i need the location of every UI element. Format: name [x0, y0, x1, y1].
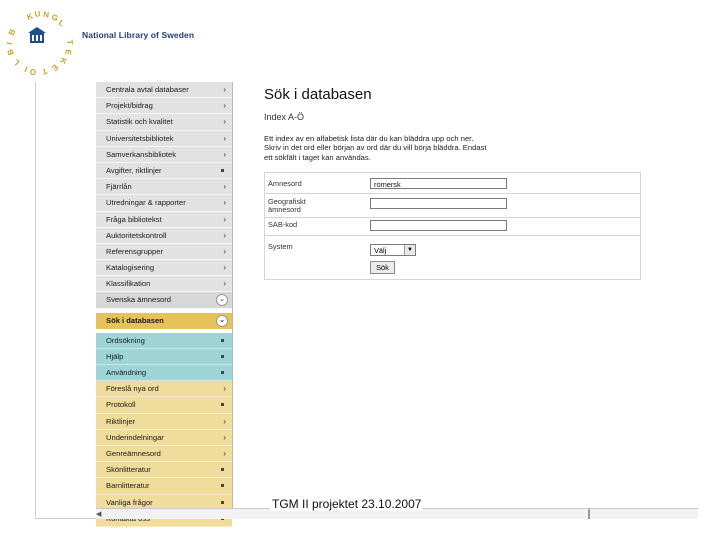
sidebar-item-label: Underindelningar: [106, 432, 164, 442]
main-content: [264, 82, 639, 272]
sidebar-item-label: Svenska ämnesord: [106, 295, 172, 305]
sidebar-item-label: Användning: [106, 368, 147, 377]
svg-text:T: T: [40, 66, 49, 77]
arrow-right-icon: ›: [223, 198, 226, 208]
sidebar-item-fjarrlan[interactable]: [96, 179, 232, 195]
arrow-right-icon: ›: [223, 214, 226, 224]
svg-text:L: L: [56, 18, 67, 29]
intro-line: Ett index av en alfabetisk lista där du kan bläddra upp och ner.: [264, 134, 474, 143]
sidebar-item-label: Centrala avtal databaser: [106, 85, 189, 94]
svg-text:E: E: [63, 48, 73, 56]
intro-text: [264, 134, 574, 162]
arrow-right-icon: ›: [223, 448, 226, 458]
sidebar-item-label: Barnlitteratur: [106, 481, 150, 491]
form-divider: [265, 217, 640, 218]
field-label-sab: SAB-kod: [268, 220, 298, 229]
form-divider: [265, 235, 640, 236]
sidebar-item-projekt-bidrag[interactable]: [96, 98, 232, 114]
arrow-right-icon: ›: [223, 230, 226, 240]
svg-text:I: I: [5, 41, 15, 46]
sidebar-item-samverkansbibliotek[interactable]: [96, 147, 232, 163]
sidebar-item-avgifter-riktlinjer[interactable]: [96, 163, 232, 179]
form-divider: [265, 193, 640, 194]
arrow-right-icon: ›: [223, 149, 226, 159]
sidebar-item-foresla-nya-ord[interactable]: [96, 381, 232, 397]
scroll-left-icon[interactable]: ◀: [96, 511, 102, 518]
arrow-right-icon: ›: [223, 182, 226, 192]
sidebar-item-genreamnesord[interactable]: [96, 446, 232, 462]
sidebar-item-label: Samverkansbibliotek: [106, 149, 177, 159]
footer-caption: TGM II projektet 23.10.2007: [272, 497, 422, 511]
sidebar-item-centrala-avtal-databaser[interactable]: [96, 82, 232, 98]
intro-line: Skriv in det ord eller början av ord där du vill börja bläddra. Endast: [264, 143, 487, 153]
sidebar-item-svenska-amnesord[interactable]: [96, 292, 232, 308]
amnesord-input[interactable]: romersk: [370, 178, 507, 189]
system-select-value: Välj: [374, 246, 387, 255]
sidebar-item-sok-i-databasen[interactable]: [96, 313, 232, 329]
sidebar-item-skonlitteratur[interactable]: [96, 462, 232, 478]
arrow-right-icon: ›: [223, 416, 226, 426]
svg-text:K: K: [57, 56, 69, 66]
sidebar-item-label: Riktlinjer: [106, 416, 136, 426]
sidebar-item-statistik-och-kvalitet[interactable]: [96, 114, 232, 130]
arrow-right-icon: ›: [223, 263, 226, 273]
arrow-right-icon: ›: [223, 246, 226, 256]
arrow-right-icon: ›: [223, 101, 226, 111]
sidebar-item-utredningar-rapporter[interactable]: [96, 195, 232, 211]
svg-text:N: N: [42, 10, 50, 20]
sidebar-item-label: Statistik och kvalitet: [106, 117, 173, 127]
arrow-right-icon: ›: [223, 85, 226, 94]
sidebar-item-label: Föreslå nya ord: [106, 384, 159, 394]
sidebar-item-label: Vanliga frågor: [106, 497, 153, 507]
chevron-down-icon: ⌄: [216, 294, 228, 306]
sidebar-item-riktlinjer[interactable]: [96, 414, 232, 430]
dropdown-arrow-icon: ▼: [404, 245, 415, 255]
geografiskt-amnesord-input[interactable]: [370, 198, 507, 209]
scroll-thumb[interactable]: [588, 509, 590, 519]
arrow-right-icon: ›: [223, 279, 226, 289]
sidebar-item-label: Skönlitteratur: [106, 465, 151, 475]
frame-line-horizontal: [35, 518, 97, 519]
sidebar-item-label: Universitetsbibliotek: [106, 133, 174, 143]
sidebar-item-referensgrupper[interactable]: [96, 244, 232, 260]
arrow-right-icon: ›: [223, 432, 226, 442]
sidebar-item-label: Fjärrlån: [106, 182, 132, 192]
field-label-system: System: [268, 242, 293, 251]
sidebar-item-klassifikation[interactable]: [96, 276, 232, 292]
svg-text:T: T: [65, 39, 75, 46]
sidebar-item-underindelningar[interactable]: [96, 430, 232, 446]
svg-text:O: O: [29, 67, 36, 76]
field-label-geografiskt: Geografiskt ämnesord: [268, 197, 306, 214]
svg-text:U: U: [34, 9, 42, 19]
arrow-right-icon: ›: [223, 133, 226, 143]
sidebar-item-label: Hjälp: [106, 351, 124, 361]
sidebar-item-label: Ordsökning: [106, 335, 145, 345]
page-subtitle: Index A-Ö: [264, 112, 305, 122]
system-select[interactable]: [370, 244, 416, 256]
sidebar-item-label: Sök i databasen: [106, 315, 164, 325]
search-form: [264, 172, 641, 280]
sidebar-item-label: Referensgrupper: [106, 246, 163, 256]
svg-text:L: L: [11, 57, 22, 67]
square-bullet-icon: [221, 484, 224, 487]
frame-line-vertical: [35, 82, 36, 518]
sidebar-item-ordsokning[interactable]: [96, 333, 232, 349]
svg-text:B: B: [5, 47, 16, 57]
square-bullet-icon: [221, 339, 224, 342]
sidebar-item-universitetsbibliotek[interactable]: [96, 131, 232, 147]
square-bullet-icon: [221, 501, 224, 504]
sidebar-item-label: Klassifikation: [106, 279, 151, 289]
sidebar-item-auktoritetskontroll[interactable]: [96, 228, 232, 244]
svg-text:K: K: [25, 11, 35, 22]
sidebar-item-barnlitteratur[interactable]: [96, 478, 232, 494]
square-bullet-icon: [221, 468, 224, 471]
svg-text:G: G: [50, 12, 60, 24]
arrow-right-icon: ›: [223, 117, 226, 127]
sidebar-item-label: Auktoritetskontroll: [106, 230, 167, 240]
sidebar-item-hjalp[interactable]: [96, 349, 232, 365]
svg-text:I: I: [23, 64, 29, 74]
square-bullet-icon: [221, 403, 224, 406]
square-bullet-icon: [221, 371, 224, 374]
arrow-right-icon: ›: [223, 384, 226, 394]
sidebar-nav: [96, 82, 233, 508]
sidebar-item-label: Genreämnesord: [106, 448, 161, 458]
svg-text:B: B: [6, 27, 18, 37]
sidebar-item-label: Katalogisering: [106, 263, 155, 273]
sidebar-item-katalogisering[interactable]: [96, 260, 232, 276]
sidebar-item-fraga-bibliotekst[interactable]: [96, 212, 232, 228]
svg-text:E: E: [49, 62, 60, 73]
sidebar-item-protokoll[interactable]: [96, 397, 232, 413]
page-title: Sök i databasen: [264, 86, 372, 103]
sidebar-item-label: Protokoll: [106, 400, 136, 410]
square-bullet-icon: [221, 169, 224, 172]
sidebar-item-label: Fråga bibliotekst: [106, 214, 162, 224]
library-name: National Library of Sweden: [82, 30, 195, 40]
intro-line: ett sökfält i taget kan användas.: [264, 152, 371, 162]
sidebar-item-label: Avgifter, riktlinjer: [106, 165, 162, 175]
search-button[interactable]: Sök: [370, 261, 395, 274]
sab-kod-input[interactable]: [370, 220, 507, 231]
field-label-amnesord: Ämnesord: [268, 179, 302, 188]
sidebar-item-anvandning[interactable]: [96, 365, 232, 381]
kb-logo: [4, 6, 76, 77]
square-bullet-icon: [221, 355, 224, 358]
sidebar-item-label: Utredningar & rapporter: [106, 198, 186, 208]
sidebar-item-label: Projekt/bidrag: [106, 101, 153, 111]
chevron-down-icon: ⌄: [216, 315, 228, 327]
